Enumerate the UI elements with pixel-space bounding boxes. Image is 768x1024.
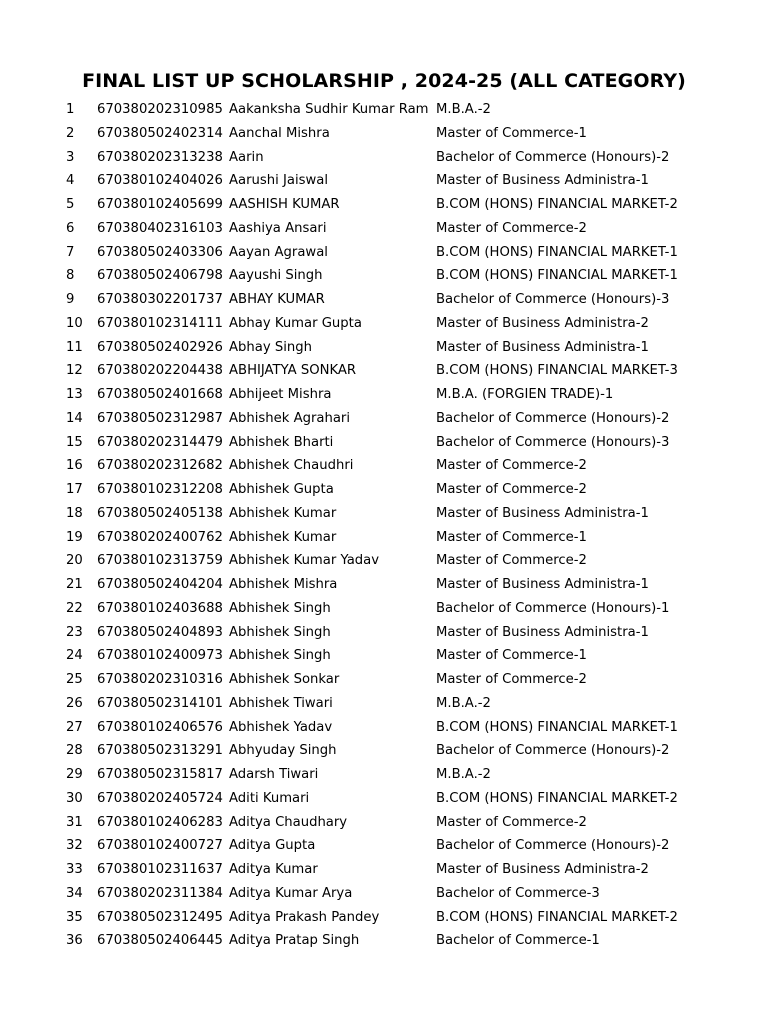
student-name: Abhishek Singh [229,648,331,664]
student-name: Aditya Gupta [229,838,316,854]
course-name: Master of Commerce-1 [436,125,587,141]
list-row [0,930,768,954]
student-name: Abhishek Kumar Yadav [229,553,380,569]
student-name: Abhyuday Singh [229,743,337,759]
registration-id: 670380102400727 [97,838,223,854]
student-name: Abhishek Yadav [229,719,333,735]
student-name: Abhishek Mishra [229,577,338,592]
course-name: B.COM (HONS) FINANCIAL MARKET-2 [436,197,678,212]
serial-number: 4 [66,173,75,189]
serial-number: 18 [66,505,83,521]
registration-id: 670380202310985 [97,102,223,117]
student-name: Aarin [229,149,264,165]
student-name: Abhishek Singh [229,600,331,616]
serial-number: 31 [66,814,83,830]
student-name: Abhishek Agrahari [229,410,351,426]
serial-number: 30 [66,790,83,806]
serial-number: 11 [66,339,83,355]
serial-number: 9 [66,292,75,307]
course-name: Master of Business Administra-1 [436,173,649,189]
page-title: FINAL LIST UP SCHOLARSHIP , 2024-25 (ALL CATEGORY) [82,70,686,92]
serial-number: 17 [66,482,83,497]
course-name: Master of Commerce-1 [436,529,587,545]
registration-id: 670380502402314 [97,125,223,141]
registration-id: 670380102406283 [97,814,223,830]
registration-id: 670380102405699 [97,197,223,212]
course-name: B.COM (HONS) FINANCIAL MARKET-2 [436,790,678,806]
student-name: Aakanksha Sudhir Kumar Ram [229,102,429,117]
list-row [0,693,768,717]
list-row [0,550,768,574]
course-name: B.COM (HONS) FINANCIAL MARKET-2 [436,909,678,925]
student-name: Abhay Kumar Gupta [229,315,362,331]
student-name: Abhishek Chaudhri [229,458,354,474]
serial-number: 32 [66,838,83,854]
serial-number: 13 [66,387,83,402]
student-name: Aanchal Mishra [229,125,330,141]
list-row [0,622,768,646]
registration-id: 670380102311637 [97,862,223,877]
serial-number: 21 [66,577,83,592]
scholarship-list [0,99,768,954]
student-name: Abhishek Tiwari [229,695,333,711]
list-row [0,432,768,456]
student-name: Abhishek Singh [229,624,331,640]
serial-number: 1 [66,102,75,117]
course-name: Bachelor of Commerce (Honours)-2 [436,743,670,759]
student-name: Abhishek Bharti [229,434,334,450]
student-name: Aditya Kumar [229,862,318,877]
registration-id: 670380202314479 [97,434,223,450]
course-name: Master of Commerce-2 [436,553,587,569]
list-row [0,669,768,693]
registration-id: 670380202400762 [97,529,223,545]
student-name: Aayushi Singh [229,268,323,284]
student-name: Aayan Agrawal [229,244,328,260]
serial-number: 7 [66,244,75,260]
student-name: Abhishek Kumar [229,505,337,521]
registration-id: 670380102400973 [97,648,223,664]
course-name: Bachelor of Commerce (Honours)-3 [436,434,670,450]
list-row [0,123,768,147]
serial-number: 5 [66,197,75,212]
serial-number: 28 [66,743,83,759]
serial-number: 26 [66,695,83,711]
student-name: AASHISH KUMAR [229,197,340,212]
registration-id: 670380502404893 [97,624,223,640]
course-name: Master of Business Administra-1 [436,339,649,355]
registration-id: 670380502401668 [97,387,223,402]
list-row [0,218,768,242]
registration-id: 670380202312682 [97,458,223,474]
registration-id: 670380402316103 [97,220,223,236]
course-name: Master of Commerce-2 [436,458,587,474]
registration-id: 670380502314101 [97,695,223,711]
registration-id: 670380502315817 [97,767,223,782]
registration-id: 670380202311384 [97,885,223,901]
registration-id: 670380102312208 [97,482,223,497]
serial-number: 3 [66,149,75,165]
list-row [0,645,768,669]
list-row [0,812,768,836]
serial-number: 19 [66,529,83,545]
course-name: B.COM (HONS) FINANCIAL MARKET-1 [436,244,678,260]
course-name: Bachelor of Commerce (Honours)-2 [436,149,670,165]
list-row [0,883,768,907]
serial-number: 22 [66,600,83,616]
course-name: Master of Commerce-2 [436,220,587,236]
course-name: Master of Business Administra-1 [436,505,649,521]
registration-id: 670380502313291 [97,743,223,759]
registration-id: 670380502406798 [97,268,223,284]
serial-number: 10 [66,315,83,331]
course-name: M.B.A.-2 [436,767,491,782]
course-name: Master of Business Administra-2 [436,862,649,877]
course-name: Master of Commerce-2 [436,672,587,687]
course-name: Bachelor of Commerce-1 [436,933,600,949]
registration-id: 670380102313759 [97,553,223,569]
serial-number: 33 [66,862,83,877]
student-name: ABHIJATYA SONKAR [229,363,357,379]
course-name: Master of Business Administra-2 [436,315,649,331]
course-name: B.COM (HONS) FINANCIAL MARKET-3 [436,363,678,379]
course-name: Bachelor of Commerce-3 [436,885,600,901]
list-row [0,835,768,859]
course-name: Master of Commerce-2 [436,482,587,497]
student-name: Adarsh Tiwari [229,767,319,782]
list-row [0,788,768,812]
student-name: Aditya Prakash Pandey [229,909,380,925]
course-name: Master of Business Administra-1 [436,577,649,592]
serial-number: 34 [66,885,83,901]
list-row [0,764,768,788]
list-row [0,360,768,384]
list-row [0,527,768,551]
list-row [0,408,768,432]
registration-id: 670380502404204 [97,577,223,592]
registration-id: 670380102404026 [97,173,223,189]
student-name: Abhishek Sonkar [229,672,340,687]
list-row [0,574,768,598]
student-name: Abhishek Gupta [229,482,334,497]
student-name: Aditya Kumar Arya [229,885,353,901]
list-row [0,859,768,883]
registration-id: 670380202405724 [97,790,223,806]
student-name: Abhishek Kumar [229,529,337,545]
student-name: Aashiya Ansari [229,220,327,236]
student-name: Aarushi Jaiswal [229,173,329,189]
course-name: Master of Commerce-2 [436,814,587,830]
course-name: M.B.A.-2 [436,102,491,117]
list-row [0,289,768,313]
list-row [0,147,768,171]
list-row [0,265,768,289]
list-row [0,479,768,503]
course-name: Master of Business Administra-1 [436,624,649,640]
serial-number: 35 [66,909,83,925]
course-name: Bachelor of Commerce (Honours)-2 [436,410,670,426]
student-name: Aditya Chaudhary [229,814,348,830]
serial-number: 8 [66,268,75,284]
registration-id: 670380502312987 [97,410,223,426]
registration-id: 670380502403306 [97,244,223,260]
registration-id: 670380202313238 [97,149,223,165]
serial-number: 24 [66,648,83,664]
list-row [0,503,768,527]
list-row [0,907,768,931]
student-name: ABHAY KUMAR [229,292,325,307]
list-row [0,384,768,408]
registration-id: 670380502405138 [97,505,223,521]
serial-number: 29 [66,767,83,782]
serial-number: 6 [66,220,75,236]
registration-id: 670380502402926 [97,339,223,355]
list-row [0,717,768,741]
course-name: Bachelor of Commerce (Honours)-1 [436,600,670,616]
course-name: B.COM (HONS) FINANCIAL MARKET-1 [436,719,678,735]
serial-number: 16 [66,458,83,474]
course-name: Bachelor of Commerce (Honours)-3 [436,292,670,307]
course-name: M.B.A.-2 [436,695,491,711]
registration-id: 670380102406576 [97,719,223,735]
registration-id: 670380202310316 [97,672,223,687]
serial-number: 23 [66,624,83,640]
serial-number: 14 [66,410,83,426]
registration-id: 670380502312495 [97,909,223,925]
registration-id: 670380502406445 [97,933,223,949]
list-row [0,740,768,764]
serial-number: 15 [66,434,83,450]
serial-number: 2 [66,125,75,141]
course-name: B.COM (HONS) FINANCIAL MARKET-1 [436,268,678,284]
course-name: M.B.A. (FORGIEN TRADE)-1 [436,387,614,402]
student-name: Abhijeet Mishra [229,387,332,402]
serial-number: 25 [66,672,83,687]
serial-number: 12 [66,363,83,379]
student-name: Abhay Singh [229,339,312,355]
course-name: Master of Commerce-1 [436,648,587,664]
list-row [0,194,768,218]
student-name: Aditya Pratap Singh [229,933,360,949]
student-name: Aditi Kumari [229,790,310,806]
registration-id: 670380102403688 [97,600,223,616]
list-row [0,337,768,361]
list-row [0,99,768,123]
registration-id: 670380302201737 [97,292,223,307]
serial-number: 27 [66,719,83,735]
course-name: Bachelor of Commerce (Honours)-2 [436,838,670,854]
registration-id: 670380102314111 [97,315,223,331]
list-row [0,242,768,266]
registration-id: 670380202204438 [97,363,223,379]
serial-number: 20 [66,553,83,569]
list-row [0,313,768,337]
list-row [0,598,768,622]
list-row [0,170,768,194]
list-row [0,455,768,479]
serial-number: 36 [66,933,83,949]
